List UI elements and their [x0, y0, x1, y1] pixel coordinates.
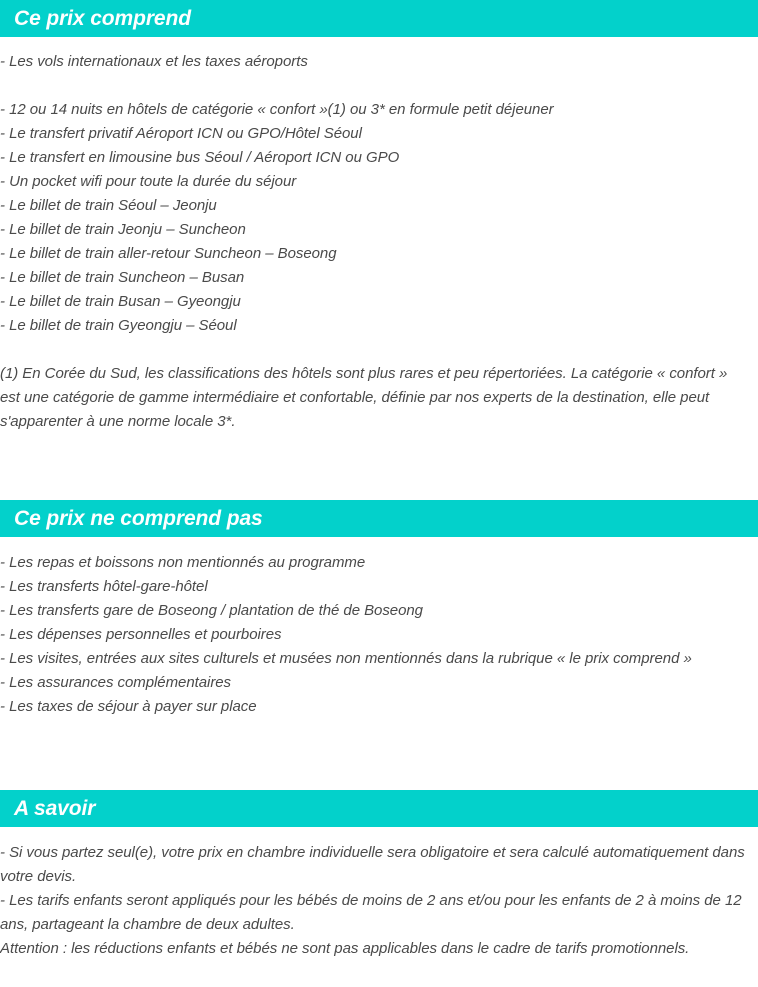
list-item: - Le transfert en limousine bus Séoul / Aéroport ICN ou GPO	[0, 149, 400, 166]
notice-paragraph: Attention : les réductions enfants et bébés ne sont pas applicables dans le cadre de tarifs promotionnels.	[0, 940, 690, 957]
section-price-included	[0, 0, 758, 434]
section-body-price-included	[0, 37, 758, 434]
list-item: - Les transferts gare de Boseong / plantation de thé de Boseong	[0, 602, 423, 619]
notice-paragraph: - Si vous partez seul(e), votre prix en chambre individuelle sera obligatoire et sera calculé automatiquement dans votre devis.	[0, 844, 745, 885]
included-items-list	[0, 98, 748, 338]
included-intro-list	[0, 50, 748, 74]
list-item: - Le billet de train Busan – Gyeongju	[0, 293, 241, 310]
list-item: - Le billet de train Jeonju – Suncheon	[0, 221, 246, 238]
section-title: A savoir	[14, 797, 96, 820]
section-title: Ce prix comprend	[14, 7, 191, 30]
list-item: - Le billet de train aller-retour Suncheon – Boseong	[0, 245, 337, 262]
notice-paragraph: - Les tarifs enfants seront appliqués pour les bébés de moins de 2 ans et/ou pour les enfants de 2 à moins de 12 ans, partageant la chambre de deux adultes.	[0, 892, 742, 933]
list-item: - Le transfert privatif Aéroport ICN ou GPO/Hôtel Séoul	[0, 125, 362, 142]
list-item: - Le billet de train Séoul – Jeonju	[0, 197, 217, 214]
list-item: - Les repas et boissons non mentionnés au programme	[0, 554, 366, 571]
section-body-good-to-know	[0, 827, 758, 961]
list-item: - Les taxes de séjour à payer sur place	[0, 698, 257, 715]
list-item: - Un pocket wifi pour toute la durée du séjour	[0, 173, 297, 190]
excluded-items-list	[0, 551, 748, 719]
list-item: - Les vols internationaux et les taxes aéroports	[0, 53, 308, 70]
section-good-to-know	[0, 790, 758, 961]
section-body-price-excluded	[0, 537, 758, 719]
section-title: Ce prix ne comprend pas	[14, 507, 263, 530]
list-item: - Les dépenses personnelles et pourboires	[0, 626, 282, 643]
section-header-price-excluded	[0, 500, 758, 537]
list-item: - Les assurances complémentaires	[0, 674, 232, 691]
list-item: - Les visites, entrées aux sites culturels et musées non mentionnés dans la rubrique « le prix comprend »	[0, 650, 692, 667]
section-price-excluded	[0, 500, 758, 719]
section-header-price-included	[0, 0, 758, 37]
list-item: - Le billet de train Gyeongju – Séoul	[0, 317, 237, 334]
list-item: - 12 ou 14 nuits en hôtels de catégorie « confort »(1) ou 3* en formule petit déjeuner	[0, 101, 554, 118]
list-item: - Les transferts hôtel-gare-hôtel	[0, 578, 208, 595]
section-header-good-to-know	[0, 790, 758, 827]
list-item: - Le billet de train Suncheon – Busan	[0, 269, 245, 286]
included-footnote: (1) En Corée du Sud, les classifications des hôtels sont plus rares et peu répertoriées. La catégorie « confort » est une catégorie de gamme intermédiaire et confortable, définie par nos experts de la destination, elle peut s'apparenter à une norme locale 3*.	[0, 365, 728, 430]
